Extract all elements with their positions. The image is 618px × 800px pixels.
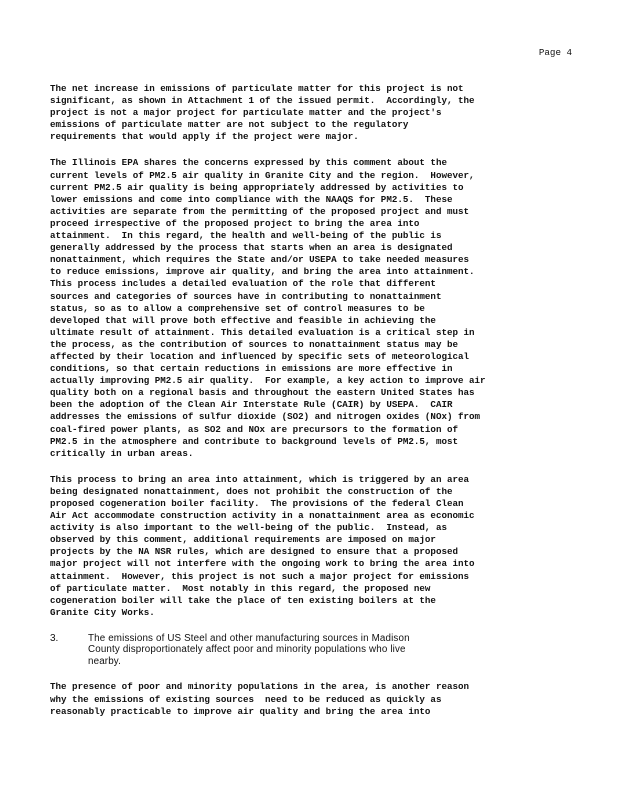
page-number: Page 4 (538, 47, 572, 58)
text-line: significant, as shown in Attachment 1 of the issued permit. Accordingly, the (50, 95, 475, 107)
text-line: project is not a major project for particulate matter and the project's (50, 107, 442, 119)
text-line: to reduce emissions, improve air quality, and bring the area into attainment. (50, 266, 475, 278)
text-line: lower emissions and come into compliance with the NAAQS for PM2.5. These (50, 193, 453, 205)
text-line: The Illinois EPA shares the concerns expressed by this comment about the (50, 157, 447, 169)
text-line: attainment. However, this project is not such a major project for emissions (50, 570, 470, 582)
text-line: of particulate matter. Most notably in this regard, the proposed new (50, 582, 431, 594)
text-line: addresses the emissions of sulfur dioxide (SO2) and nitrogen oxides (NOx) from (50, 411, 481, 423)
text-line: current levels of PM2.5 air quality in Granite City and the region. However, (50, 169, 475, 181)
text-line: current PM2.5 air quality is being appropriately addressed by activities to (50, 181, 464, 193)
text-line: PM2.5 in the atmosphere and contribute to background levels of PM2.5, most (50, 435, 458, 447)
document-body (50, 83, 580, 732)
text-line: quality both on a regional basis and throughout the eastern United States has (50, 387, 475, 399)
comment-line: nearby. (88, 655, 121, 667)
paragraph-attainment-process (50, 474, 580, 619)
paragraph-illinois-epa (50, 157, 580, 459)
comment-number: 3. (50, 632, 59, 644)
comment-line: County disproportionately affect poor and minority populations who live (88, 644, 406, 656)
text-line: the process, as the contribution of sources to nonattainment status may be (50, 338, 458, 350)
text-line: The presence of poor and minority populations in the area, is another reason (50, 681, 470, 693)
text-line: This process includes a detailed evaluation of the role that different (50, 278, 436, 290)
text-line: activities are separate from the permitting of the proposed project and must (50, 205, 470, 217)
text-line: Air Act accommodate construction activity in a nonattainment area as economic (50, 510, 475, 522)
text-line: sources and categories of sources have in contributing to nonattainment (50, 290, 442, 302)
text-line: attainment. In this regard, the health and well-being of the public is (50, 230, 442, 242)
text-line: emissions of particulate matter are not subject to the regulatory (50, 119, 409, 131)
text-line: been the adoption of the Clean Air Interstate Rule (CAIR) by USEPA. CAIR (50, 399, 453, 411)
text-line: ultimate result of attainment. This detailed evaluation is a critical step in (50, 326, 475, 338)
text-line: The net increase in emissions of particulate matter for this project is not (50, 83, 464, 94)
text-line: being designated nonattainment, does not prohibit the construction of the (50, 485, 453, 497)
text-line: affected by their location and influenced by specific sets of meteorological (50, 350, 470, 362)
text-line: conditions, so that certain reductions in emissions are more effective in (50, 363, 453, 375)
text-line: projects by the NA NSR rules, which are designed to ensure that a proposed (50, 546, 458, 558)
paragraph-net-increase (50, 83, 580, 143)
text-line: activity is also important to the well-being of the public. Instead, as (50, 522, 447, 534)
text-line: coal-fired power plants, as SO2 and NOx are precursors to the formation of (50, 423, 458, 435)
text-line: critically in urban areas. (50, 447, 194, 459)
paragraph-poor-minority (50, 681, 580, 717)
text-line: status, so as to allow a comprehensive set of control measures to be (50, 302, 425, 314)
comment-line: The emissions of US Steel and other manufacturing sources in Madison (88, 632, 410, 644)
text-line: observed by this comment, additional requirements are imposed on major (50, 534, 436, 546)
text-line: why the emissions of existing sources need to be reduced as quickly as (50, 693, 442, 705)
text-line: reasonably practicable to improve air quality and bring the area into (50, 705, 431, 717)
comment-item-3 (50, 633, 580, 668)
text-line: actually improving PM2.5 air quality. For example, a key action to improve air (50, 375, 486, 387)
text-line: cogeneration boiler will take the place of ten existing boilers at the (50, 594, 436, 606)
text-line: requirements that would apply if the project were major. (50, 131, 359, 143)
text-line: nonattainment, which requires the State and/or USEPA to take needed measures (50, 254, 470, 266)
text-line: generally addressed by the process that starts when an area is designated (50, 242, 453, 254)
text-line: major project will not interfere with the ongoing work to bring the area into (50, 558, 475, 570)
text-line: proposed cogeneration boiler facility. The provisions of the federal Clean (50, 498, 464, 509)
text-line: This process to bring an area into attainment, which is triggered by an area (50, 473, 470, 485)
text-line: proceed irrespective of the proposed project to bring the area into (50, 217, 420, 229)
text-line: Granite City Works. (50, 606, 155, 618)
text-line: developed that will prove both effective and feasible in achieving the (50, 314, 436, 326)
